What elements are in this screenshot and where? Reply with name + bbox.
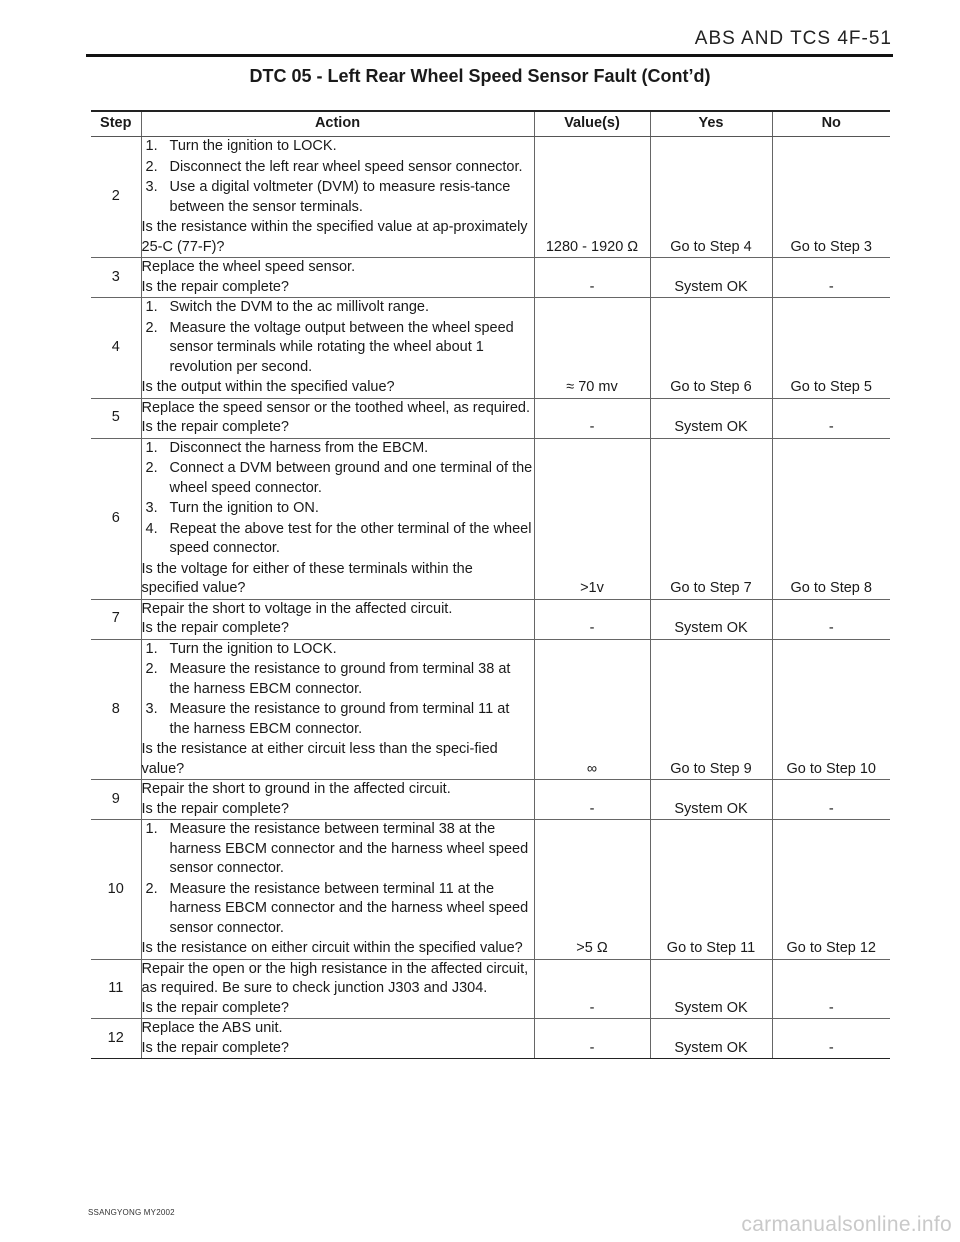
action-cell [141, 398, 534, 438]
header-rule [86, 54, 893, 57]
action-step-text: Measure the resistance between terminal 38 at the harness EBCM connector and the harness wheel speed sensor connector. [169, 821, 529, 876]
action-step [142, 520, 534, 559]
action-step [142, 178, 534, 217]
no-cell: - [772, 1019, 890, 1059]
action-step-text: Disconnect the left rear wheel speed sensor connector. [169, 158, 523, 175]
action-question: Is the repair complete? [141, 278, 289, 295]
action-step-number: 2. [145, 661, 158, 677]
action-cell [141, 599, 534, 639]
action-step [142, 880, 534, 939]
yes-cell: System OK [650, 959, 772, 1019]
action-question: Is the repair complete? [141, 1039, 289, 1056]
action-step-number: 1. [145, 640, 158, 657]
value-cell: ≈ 70 mv [534, 298, 650, 399]
action-step-number: 2. [145, 880, 158, 897]
action-cell [141, 438, 534, 599]
action-step-number: 4. [145, 520, 158, 537]
no-cell: Go to Step 3 [772, 137, 890, 258]
action-step [142, 439, 534, 459]
action-step [142, 137, 534, 157]
action-step [142, 319, 534, 378]
yes-cell: Go to Step 4 [650, 137, 772, 258]
value-cell: - [534, 258, 650, 298]
action-question: Is the repair complete? [141, 800, 289, 817]
action-text: Repair the short to ground in the affected circuit. [141, 781, 451, 797]
action-step [142, 640, 534, 660]
action-step [142, 660, 534, 699]
step-number: 8 [91, 639, 141, 780]
action-step-number: 1. [145, 439, 158, 456]
action-question: Is the repair complete? [141, 620, 289, 636]
no-cell: - [772, 599, 890, 639]
value-cell: - [534, 398, 650, 438]
action-question: Is the voltage for either of these terminals within the specified value? [141, 560, 473, 596]
step-number: 5 [91, 398, 141, 438]
action-steps-list [142, 820, 534, 938]
action-step-number: 2. [145, 319, 158, 336]
action-question: Is the repair complete? [141, 999, 289, 1016]
action-step-text: Switch the DVM to the ac millivolt range. [169, 299, 429, 315]
column-header-action: Action [141, 111, 534, 137]
no-cell: - [772, 959, 890, 1019]
step-number: 9 [91, 780, 141, 820]
action-step-text: Measure the voltage output between the wheel speed sensor terminals while rotating the wheel about 1 revolution per second. [169, 319, 514, 375]
action-cell [141, 820, 534, 960]
action-step-text: Use a digital voltmeter (DVM) to measure resis-tance between the sensor terminals. [169, 179, 511, 215]
action-step-text: Repeat the above test for the other terminal of the wheel speed connector. [169, 520, 532, 556]
action-step [142, 820, 534, 879]
action-text: Repair the short to voltage in the affected circuit. [141, 600, 453, 617]
action-text: Repair the open or the high resistance in the affected circuit, as required. Be sure to check junction J303 and J304. [141, 960, 529, 996]
action-steps-list [142, 298, 534, 377]
footer-imprint: SSANGYONG MY2002 [88, 1208, 175, 1217]
action-step-text: Turn the ignition to LOCK. [169, 640, 337, 657]
value-cell: - [534, 599, 650, 639]
no-cell: - [772, 258, 890, 298]
action-question: Is the resistance on either circuit within the specified value? [141, 940, 523, 956]
action-cell [141, 1019, 534, 1059]
value-cell: - [534, 1019, 650, 1059]
action-cell [141, 780, 534, 820]
column-header-no: No [772, 111, 890, 137]
action-cell [141, 959, 534, 1019]
action-step-number: 1. [145, 138, 158, 154]
action-step-text: Turn the ignition to LOCK. [169, 138, 337, 154]
column-header-values: Value(s) [534, 111, 650, 137]
action-question: Is the output within the specified value? [141, 379, 395, 395]
no-cell: Go to Step 10 [772, 639, 890, 780]
value-cell: - [534, 959, 650, 1019]
value-cell: >5 Ω [534, 820, 650, 960]
diagnostic-table [91, 110, 890, 1059]
action-steps-list [142, 640, 534, 740]
page-title: DTC 05 - Left Rear Wheel Speed Sensor Fault (Cont’d) [249, 66, 711, 86]
yes-cell: System OK [650, 1019, 772, 1059]
step-number: 11 [91, 959, 141, 1019]
action-step-number: 1. [145, 821, 158, 837]
action-step-number: 2. [145, 158, 158, 175]
step-number: 6 [91, 438, 141, 599]
no-cell: Go to Step 5 [772, 298, 890, 399]
table-row [91, 298, 890, 399]
action-question: Is the resistance within the specified value at ap-proximately 25-C (77-F)? [141, 219, 528, 255]
watermark-text: carmanualsonline.info [741, 1213, 952, 1236]
yes-cell: System OK [650, 398, 772, 438]
column-header-yes: Yes [650, 111, 772, 137]
action-steps-list [142, 439, 534, 559]
table-row [91, 438, 890, 599]
action-step [142, 499, 534, 519]
step-number: 3 [91, 258, 141, 298]
table-row [91, 1019, 890, 1059]
value-cell: - [534, 780, 650, 820]
column-header-step: Step [91, 111, 141, 137]
action-step-text: Disconnect the harness from the EBCM. [169, 439, 429, 456]
action-cell [141, 639, 534, 780]
no-cell: - [772, 398, 890, 438]
action-text: Replace the ABS unit. [141, 1020, 283, 1036]
no-cell: Go to Step 12 [772, 820, 890, 960]
step-number: 12 [91, 1019, 141, 1059]
action-step [142, 158, 534, 178]
table-row [91, 599, 890, 639]
action-step [142, 700, 534, 739]
no-cell: Go to Step 8 [772, 438, 890, 599]
action-text: Replace the wheel speed sensor. [141, 259, 356, 275]
action-step-number: 3. [145, 500, 158, 516]
running-head: ABS AND TCS 4F-51 [694, 28, 892, 49]
action-cell [141, 258, 534, 298]
yes-cell: Go to Step 6 [650, 298, 772, 399]
step-number: 7 [91, 599, 141, 639]
table-row [91, 820, 890, 960]
yes-cell: System OK [650, 258, 772, 298]
action-step-number: 3. [145, 179, 158, 195]
action-text: Replace the speed sensor or the toothed wheel, as required. [141, 399, 531, 416]
table-header-row [91, 111, 890, 137]
action-step-text: Measure the resistance to ground from terminal 38 at the harness EBCM connector. [169, 661, 511, 697]
step-number: 2 [91, 137, 141, 258]
table-row [91, 780, 890, 820]
action-steps-list [142, 137, 534, 217]
action-step-number: 3. [145, 701, 158, 717]
action-step-text: Measure the resistance between terminal 11 at the harness EBCM connector and the harness wheel speed sensor connector. [169, 880, 529, 936]
action-question: Is the resistance at either circuit less than the speci-fied value? [141, 741, 498, 777]
value-cell: >1v [534, 438, 650, 599]
action-step [142, 298, 534, 318]
table-row [91, 137, 890, 258]
action-step [142, 459, 534, 498]
yes-cell: System OK [650, 599, 772, 639]
table-row [91, 398, 890, 438]
yes-cell: Go to Step 11 [650, 820, 772, 960]
yes-cell: System OK [650, 780, 772, 820]
yes-cell: Go to Step 7 [650, 438, 772, 599]
action-step-text: Connect a DVM between ground and one terminal of the wheel speed connector. [169, 460, 533, 496]
action-step-text: Turn the ignition to ON. [169, 500, 319, 516]
action-step-text: Measure the resistance to ground from terminal 11 at the harness EBCM connector. [169, 701, 510, 737]
yes-cell: Go to Step 9 [650, 639, 772, 780]
table-body [91, 137, 890, 1059]
table-row [91, 959, 890, 1019]
step-number: 4 [91, 298, 141, 399]
step-number: 10 [91, 820, 141, 960]
action-step-number: 2. [145, 460, 158, 476]
action-cell [141, 298, 534, 399]
value-cell: 1280 - 1920 Ω [534, 137, 650, 258]
table-row [91, 258, 890, 298]
value-cell: ∞ [534, 639, 650, 780]
no-cell: - [772, 780, 890, 820]
action-cell [141, 137, 534, 258]
action-step-number: 1. [145, 299, 158, 315]
table-row [91, 639, 890, 780]
action-question: Is the repair complete? [141, 419, 289, 435]
